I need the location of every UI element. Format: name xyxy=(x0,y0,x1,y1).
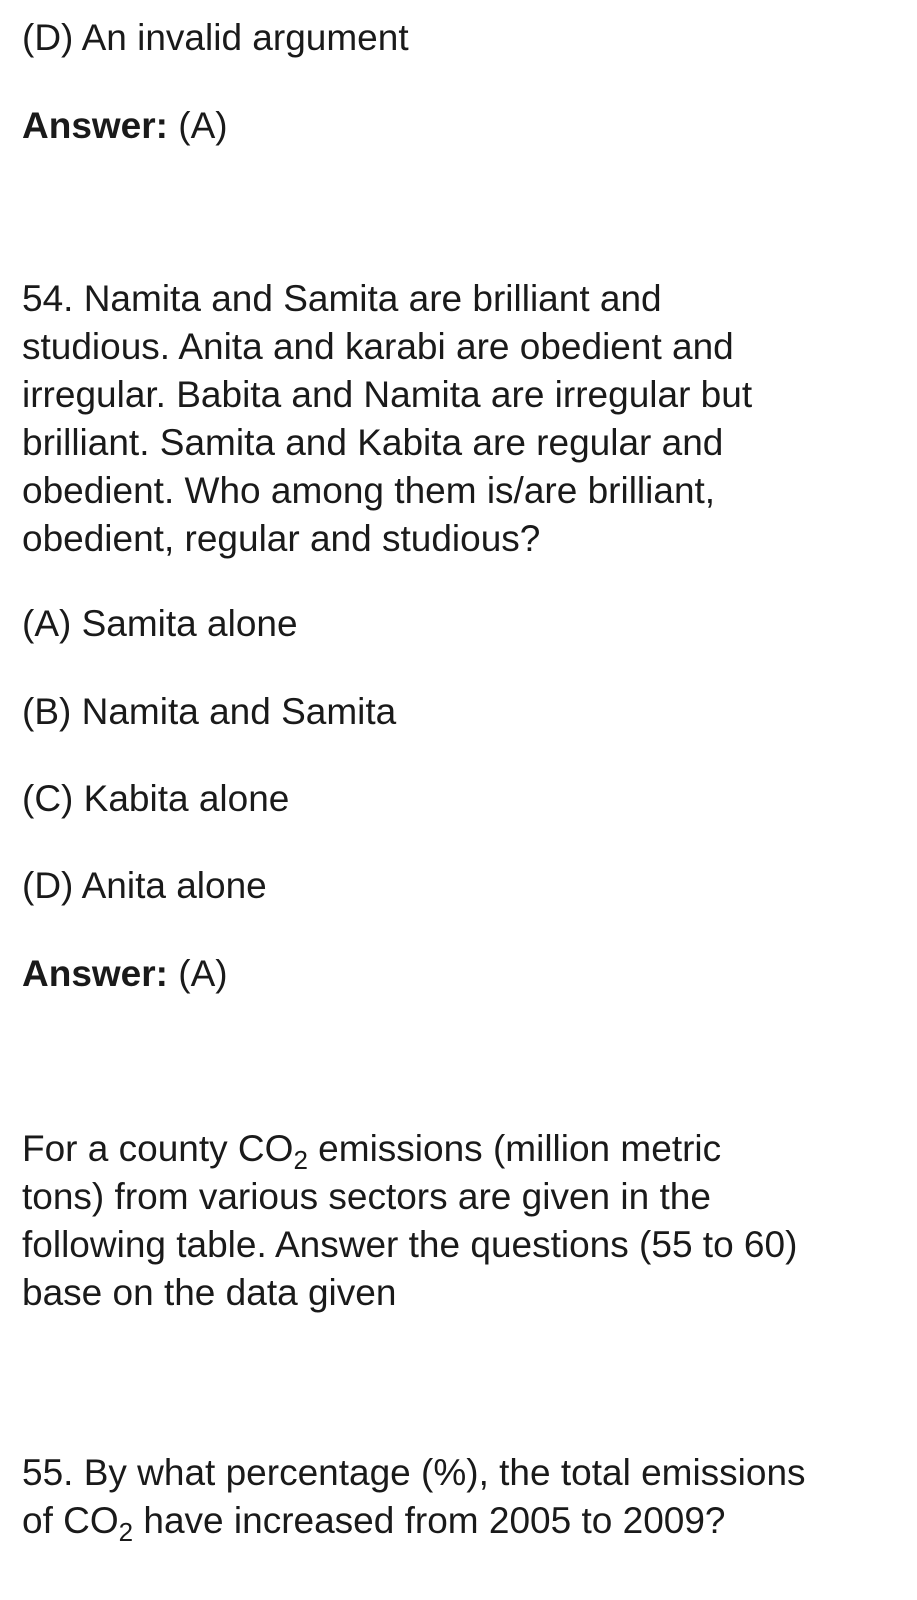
question-54-line: irregular. Babita and Namita are irregular but xyxy=(22,374,753,415)
data-intro-line: base on the data given xyxy=(22,1272,397,1313)
question-54-option-c: (C) Kabita alone xyxy=(22,778,290,819)
question-54-option-b: (B) Namita and Samita xyxy=(22,691,397,732)
question-54-line: obedient. Who among them is/are brilliant, xyxy=(22,470,716,511)
answer-value: (A) xyxy=(178,953,228,994)
question-54-line: brilliant. Samita and Kabita are regular and xyxy=(22,422,724,463)
question-54-text xyxy=(22,275,902,563)
data-intro-line: following table. Answer the questions (55 to 60) xyxy=(22,1224,798,1265)
prev-option-d: (D) An invalid argument xyxy=(22,17,409,58)
question-55-text xyxy=(22,1449,902,1545)
prev-answer xyxy=(22,102,228,150)
answer-label: Answer: xyxy=(22,105,168,146)
data-intro-line: tons) from various sectors are given in the xyxy=(22,1176,711,1217)
data-intro-line: For a county $CO_2$ emissions (million metric xyxy=(22,1128,722,1175)
question-54-answer xyxy=(22,950,228,998)
answer-value: (A) xyxy=(178,105,228,146)
data-intro-text xyxy=(22,1125,902,1317)
question-54-line: obedient, regular and studious? xyxy=(22,518,541,559)
question-55-line: of $CO_2$ have increased from 2005 to 2009? xyxy=(22,1500,726,1547)
question-55-line: 55. By what percentage (%), the total emissions xyxy=(22,1452,806,1493)
question-54-option-a: (A) Samita alone xyxy=(22,603,298,644)
question-54-line: studious. Anita and karabi are obedient and xyxy=(22,326,734,367)
question-54-line: 54. Namita and Samita are brilliant and xyxy=(22,278,662,319)
answer-label: Answer: xyxy=(22,953,168,994)
question-54-option-d: (D) Anita alone xyxy=(22,865,267,906)
